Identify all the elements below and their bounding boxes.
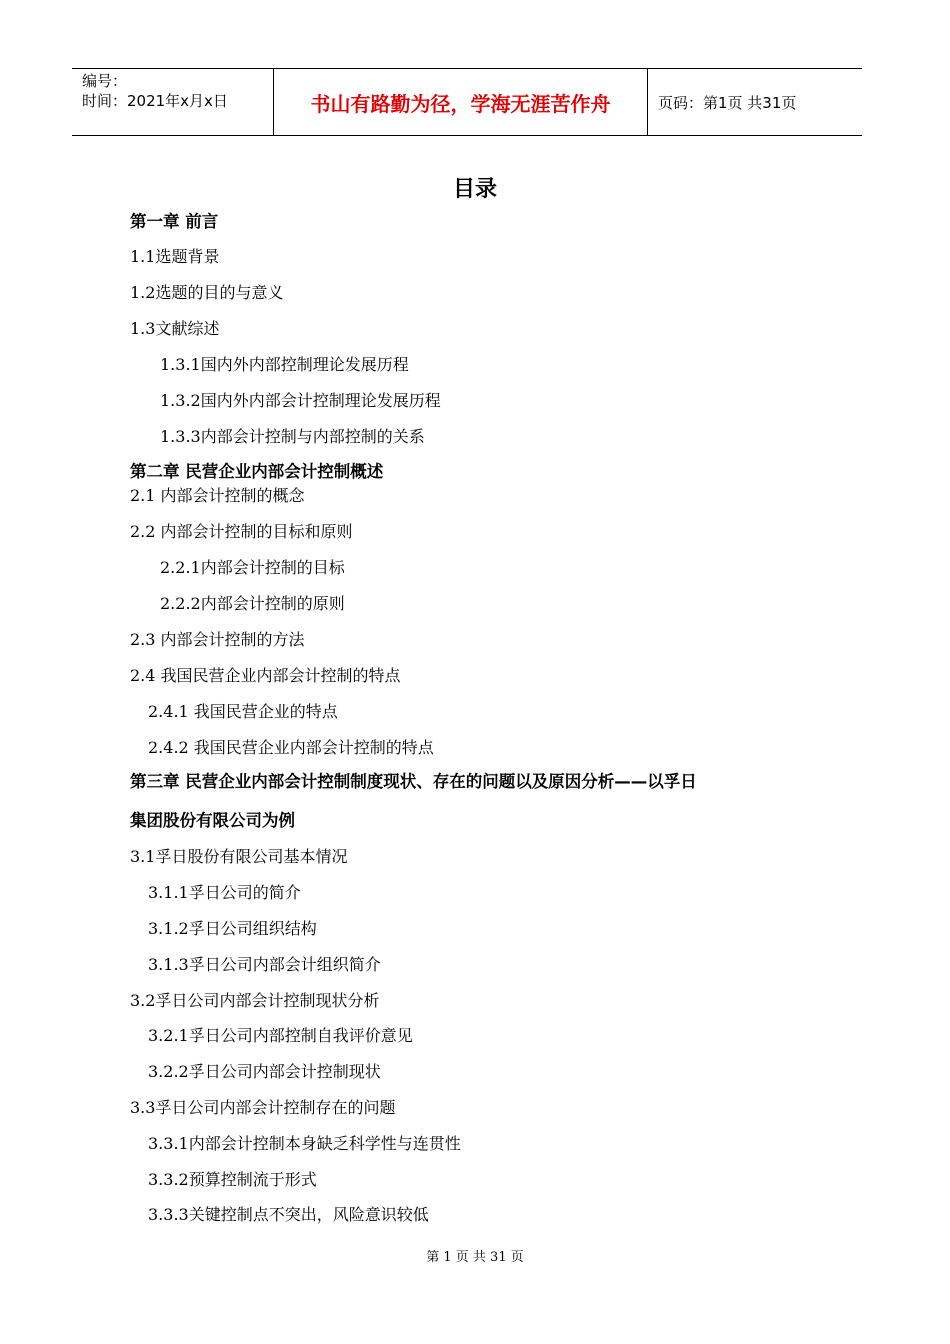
header-motto: 书山有路勤为径，学海无涯苦作舟 [274,69,648,135]
toc-entry: 3.1.2孚日公司组织结构 [148,919,317,938]
toc-entry: 2.2 内部会计控制的目标和原则 [130,522,353,541]
toc-entry: 1.3.3内部会计控制与内部控制的关系 [160,427,425,446]
toc-entry: 3.3孚日公司内部会计控制存在的问题 [130,1098,396,1117]
toc-entry: 3.1孚日股份有限公司基本情况 [130,847,348,866]
toc-entry: 2.4 我国民营企业内部会计控制的特点 [130,666,401,685]
toc-entry: 2.2.1内部会计控制的目标 [160,558,345,577]
toc-entry: 2.4.2 我国民营企业内部会计控制的特点 [148,738,434,757]
page-header [72,68,862,136]
toc-entry: 1.3.1国内外内部控制理论发展历程 [160,355,409,374]
page-title: 目录 [452,177,497,202]
toc-entry: 1.1选题背景 [130,247,220,266]
header-page-info: 页码：第1页 共31页 [658,93,797,112]
toc-entry: 2.1 内部会计控制的概念 [130,486,305,505]
toc-entry: 1.2选题的目的与意义 [130,283,284,302]
toc-entry: 2.2.2内部会计控制的原则 [160,594,345,613]
toc-entry: 3.1.1孚日公司的简介 [148,883,301,902]
toc-entry: 2.3 内部会计控制的方法 [130,630,305,649]
toc-chapter-heading: 第一章 前言 [130,212,219,231]
toc-entry: 3.2.2孚日公司内部会计控制现状 [148,1062,381,1081]
toc-chapter-heading: 第二章 民营企业内部会计控制概述 [130,462,384,481]
toc-entry: 3.1.3孚日公司内部会计组织简介 [148,955,381,974]
doc-number-label: 编号： [82,72,128,90]
toc-entry: 2.4.1 我国民营企业的特点 [148,702,338,721]
toc-entry: 3.3.3关键控制点不突出，风险意识较低 [148,1205,429,1224]
toc-chapter-heading: 第三章 民营企业内部会计控制制度现状、存在的问题以及原因分析——以孚日 [130,772,697,791]
toc-entry: 3.3.1内部会计控制本身缺乏科学性与连贯性 [148,1134,461,1153]
page-footer: 第 1 页 共 31 页 [426,1250,524,1265]
header-info-cell [72,69,274,135]
toc-entry: 3.3.2预算控制流于形式 [148,1170,317,1189]
doc-date-label: 时间：2021年x月x日 [82,92,228,110]
toc-chapter-heading: 集团股份有限公司为例 [130,811,295,830]
toc-entry: 1.3.2国内外内部会计控制理论发展历程 [160,391,441,410]
toc-entry: 1.3文献综述 [130,319,220,338]
toc-entry: 3.2.1孚日公司内部控制自我评价意见 [148,1026,413,1045]
toc-entry: 3.2孚日公司内部会计控制现状分析 [130,991,380,1010]
